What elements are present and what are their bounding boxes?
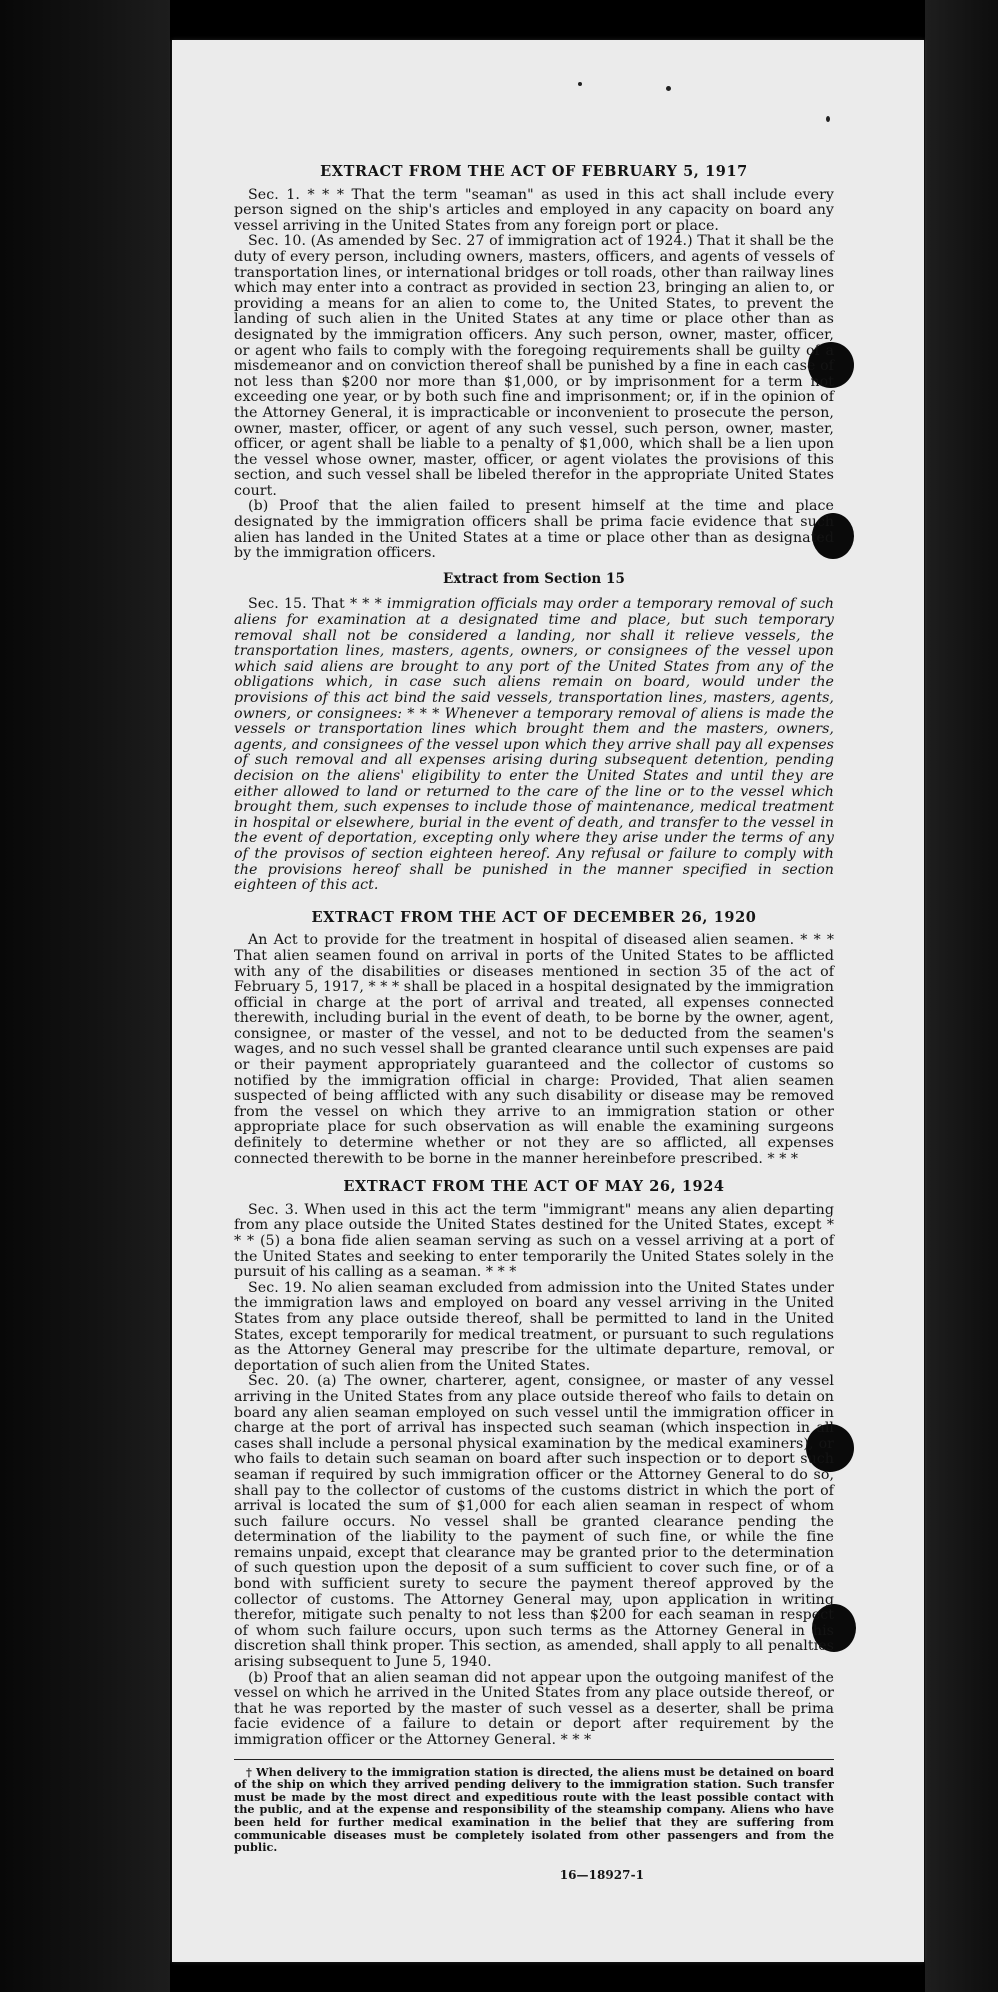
act-1920-paragraph: An Act to provide for the treatment in hospital of diseased alien seamen. * * * That alien seamen found on arrival in ports of the United States to be afflicted with any of the disabilities or diseases mentioned in section 35 of the act of February 5, 1917, * * * shall be placed in a hospital designated by the immigration official in charge at the port of arrival and treated, all expenses connected therewith, including burial in the event of death, to be borne by the owner, agent, consignee, or master of the vessel, and not to be deducted from the seamen's wages, and no such vessel shall be granted clearance until such expenses are paid or their payment appropriately guaranteed and the collector of customs so notified by the immigration official in charge: Provided, That alien seamen suspected of being afflicted with any such disability or disease may be removed from the vessel on which they arrive to an immigration station or other appropriate place for such observation as will enable the examining surgeons definitely to determine whether or not they are so afflicted, all expenses connected therewith to be borne in the manner hereinbefore prescribed. * * * xyxy=(234,932,834,1167)
form-number: 16—18927-1 xyxy=(559,1867,644,1882)
scan-speck xyxy=(666,86,671,91)
scan-border-left xyxy=(0,0,170,1992)
section-19-paragraph: Sec. 19. No alien seaman excluded from admission into the United States under the immigration laws and employed on board any vessel arriving in the United States from any place outside thereof, shall be permitted to land in the United States, except temporarily for medical treatment, or pursuant to such regulations as the Attorney General may prescribe for the ultimate departure, removal, or deportation of such alien from the United States. xyxy=(234,1279,834,1374)
section-20b-paragraph: (b) Proof that an alien seaman did not appear upon the outgoing manifest of the vessel on which he arrived in the United States from any place outside thereof, or that he was reported by the master of such vessel as a deserter, shall be prima facie evidence of a failure to detain or deport after requirement by the immigration officer or the Attorney General. * * * xyxy=(234,1669,834,1748)
scan-speck xyxy=(578,82,582,86)
document-body xyxy=(234,158,834,1883)
scan-speck xyxy=(826,116,830,122)
section-20a-paragraph: Sec. 20. (a) The owner, charterer, agent, consignee, or master of any vessel arriving in the United States from any place outside thereof who fails to detain on board any alien seaman employed on such vessel until the immigration officer in charge at the port of arrival has inspected such seaman (which inspection in all cases shall include a personal physical examination by the medical examiners), or who fails to detain such seaman on board after such inspection or to deport such seaman if required by such immigration officer or the Attorney General to do so, shall pay to the collector of customs of the customs district in which the port of arrival is located the sum of $1,000 for each alien seaman in respect of whom such failure occurs. No vessel shall be granted clearance pending the determination of the liability to the payment of such fine, or while the fine remains unpaid, except that clearance may be granted prior to the determination of such question upon the deposit of a sum sufficient to cover such fine, or of a bond with sufficient surety to secure the payment thereof approved by the collector of customs. The Attorney General may, upon application in writing therefor, mitigate such penalty to not less than $200 for each seaman in respect of whom such failure occurs, upon such terms as the Attorney General in his discretion shall think proper. This section, as amended, shall apply to all penalties arising subsequent to June 5, 1940. xyxy=(234,1373,834,1671)
document-page xyxy=(172,40,924,1962)
scan-border-right xyxy=(925,0,998,1992)
section-15-lead: Sec. 15. That * * * xyxy=(248,596,387,613)
section-15-text: immigration officials may order a temporary removal of such aliens for examination at a designated time and place, but such temporary removal shall not be considered a landing, nor shall it relieve vessels, the transportation lines, masters, agents, owners, or consignees of the vessel upon which said aliens are brought to any port of the United States from any of the obligations which, in case such aliens remain on board, would under the provisions of this act bind the said vessels, transportation lines, masters, agents, owners, or consignees: * * * Whenever a temporary removal of aliens is made the vessels or transportation lines which brought them and the masters, owners, agents, and consignees of the vessel upon which they arrive shall pay all expenses of such removal and all expenses arising during subsequent detention, pending decision on the aliens' eligibility to enter the United States and until they are either allowed to land or returned to the care of the line or to the vessel which brought them, such expenses to include those of maintenance, medical treatment in hospital or elsewhere, burial in the event of death, and transfer to the vessel in the event of deportation, excepting only where they arise under the terms of any of the provisos of section eighteen hereof. Any refusal or failure to comply with the provisions hereof shall be punished in the manner specified in section eighteen of this act. xyxy=(234,596,835,894)
section-1-paragraph: Sec. 1. * * * That the term "seaman" as used in this act shall include every person signed on the ship's articles and employed in any capacity on board any vessel arriving in the United States from any foreign port or place. xyxy=(234,186,834,234)
heading-section-15: Extract from Section 15 xyxy=(443,570,625,587)
heading-act-feb-1917: EXTRACT FROM THE ACT OF FEBRUARY 5, 1917 xyxy=(320,163,748,180)
section-15-paragraph xyxy=(234,597,834,893)
footnote-text: † When delivery to the immigration station is directed, the aliens must be detained on board of the ship on which they arrived pending delivery to the immigration station. Such transfer must be made by the most direct and expeditious route with the least possible contact with the public, and at the expense and responsibility of the steamship company. Aliens who have been held for further medical examination in the belief that they are suffering from communicable diseases must be completely isolated from other passengers and from the public. xyxy=(234,1764,834,1855)
heading-act-may-1924: EXTRACT FROM THE ACT OF MAY 26, 1924 xyxy=(343,1178,725,1196)
section-10-paragraph: Sec. 10. (As amended by Sec. 27 of immigration act of 1924.) That it shall be the duty of every person, including owners, masters, officers, and agents of vessels of transportation lines, or international bridges or toll roads, other than railway lines which may enter into a contract as provided in section 23, bringing an alien to, or providing a means for an alien to come to, the United States, to prevent the landing of such alien in the United States at any time or place other than as designated by the immigration officers. Any such person, owner, master, officer, or agent who fails to comply with the foregoing requirements shall be guilty of a misdemeanor and on conviction thereof shall be punished by a fine in each case of not less than $200 nor more than $1,000, or by imprisonment for a term not exceeding one year, or by both such fine and imprisonment; or, if in the opinion of the Attorney General, it is impracticable or inconvenient to prosecute the person, owner, master, officer, or agent of any such vessel, such person, owner, master, officer, or agent shall be liable to a penalty of $1,000, which shall be a lien upon the vessel whose owner, master, officer, or agent violates the provisions of this section, and such vessel shall be libeled therefor in the appropriate United States court. xyxy=(234,233,834,499)
section-3-paragraph: Sec. 3. When used in this act the term "immigrant" means any alien departing from any place outside the United States destined for the United States, except * * * (5) a bona fide alien seaman serving as such on a vessel arriving at a port of the United States and seeking to enter temporarily the United States solely in the pursuit of his calling as a seaman. * * * xyxy=(234,1201,834,1281)
section-10b-paragraph: (b) Proof that the alien failed to present himself at the time and place designated by the immigration officers shall be prima facie evidence that such alien has landed in the United States at a time or place other than as designated by the immigration officers. xyxy=(234,498,834,562)
heading-act-dec-1920: EXTRACT FROM THE ACT OF DECEMBER 26, 1920 xyxy=(311,908,757,926)
footnote xyxy=(234,1759,834,1854)
